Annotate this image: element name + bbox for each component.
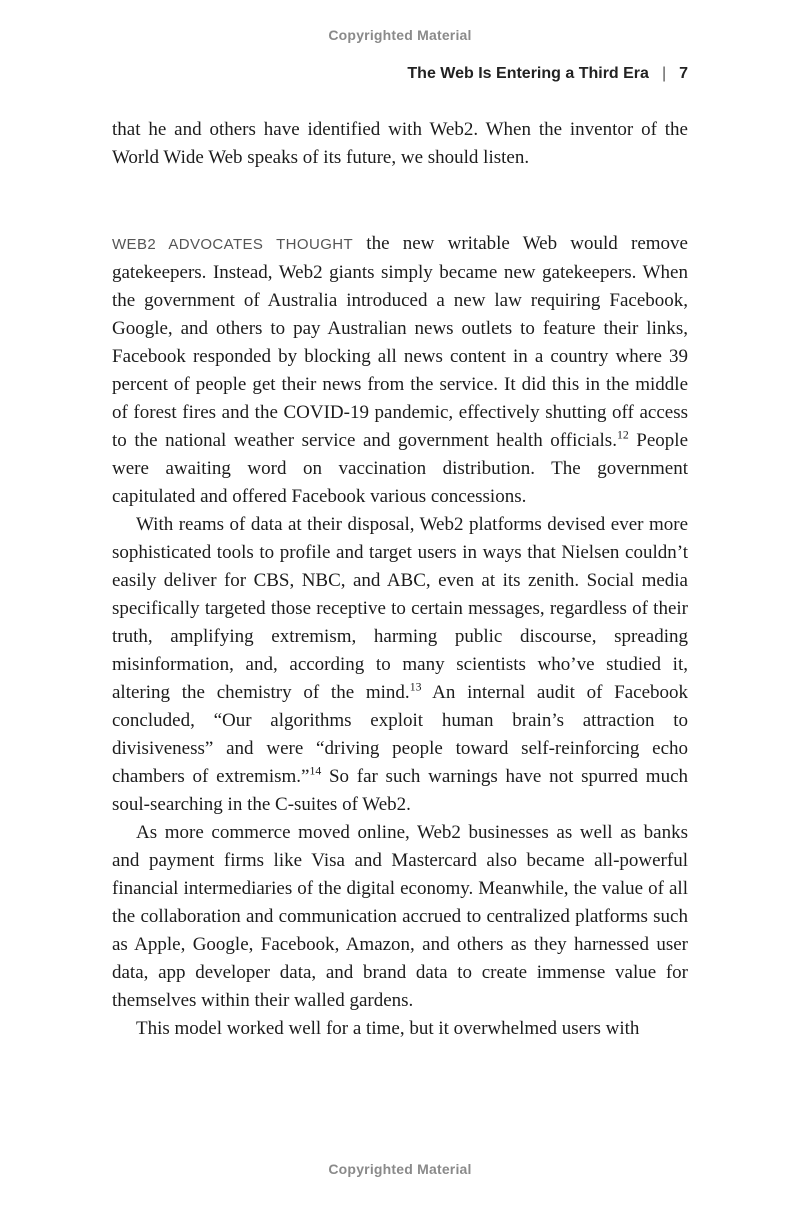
paragraph [112, 511, 688, 819]
paragraph-text: the new writable Web would remove gatekeepers. Instead, Web2 giants simply became new gatekeepers. When the government of Australia introduced a new law requiring Facebook, Google, and others to pay Australian news outlets to feature their links, Facebook responded by blocking all news content in a country where 39 percent of people get their news from the service. It did this in the middle of forest fires and the COVID-19 pandemic, effectively shutting off access to the national weather service and government health officials. [112, 233, 688, 451]
paragraph-text: So far such warnings have not spurred much soul-searching in the C-suites of Web2. [112, 766, 688, 815]
paragraph-text: With reams of data at their disposal, Web2 platforms devised ever more sophisticated tools to profile and target users in ways that Nielsen couldn’t easily deliver for CBS, NBC, and ABC, even at its zenith. Social media specifically targeted those receptive to certain messages, regardless of their truth, amplifying extremism, harming public discourse, spreading misinformation, and, according to many scientists who’ve studied it, altering the chemistry of the mind. [112, 514, 688, 703]
page-number: 7 [679, 65, 688, 82]
chapter-title: The Web Is Entering a Third Era [407, 65, 649, 82]
paragraph-continuation: that he and others have identified with Web2. When the inventor of the World Wide Web speaks of its future, we should listen. [112, 119, 688, 168]
section-lead-in: WEB2 ADVOCATES THOUGHT [112, 236, 354, 253]
paragraph-section-opening [112, 230, 688, 511]
running-header [407, 65, 688, 83]
copyright-notice-top: Copyrighted Material [328, 27, 472, 43]
paragraph: This model worked well for a time, but it overwhelmed users with [136, 1018, 640, 1039]
paragraph-text: People were awaiting word on vaccination distribution. The government capitulated and offered Facebook various concessions. [112, 430, 689, 507]
footnote-ref-12: 12 [616, 428, 629, 442]
footnote-ref-13: 13 [409, 680, 422, 694]
page-body [112, 116, 688, 1043]
paragraph: As more commerce moved online, Web2 businesses as well as banks and payment firms like Visa and Mastercard also became all-powerful financial intermediaries of the digital economy. Meanwhile, the value of all the collaboration and communication accrued to centralized platforms such as Apple, Google, Facebook, Amazon, and others as they harnessed user data, app developer data, and brand data to create immense value for themselves within their walled gardens. [112, 822, 688, 1011]
copyright-notice-bottom: Copyrighted Material [328, 1161, 472, 1177]
paragraph-text: An internal audit of Facebook concluded, “Our algorithms exploit human brain’s attraction to divisiveness” and were “driving people toward self-reinforcing echo chambers of extremism.” [112, 682, 689, 787]
footnote-ref-14: 14 [309, 764, 322, 778]
header-separator: | [661, 65, 667, 82]
